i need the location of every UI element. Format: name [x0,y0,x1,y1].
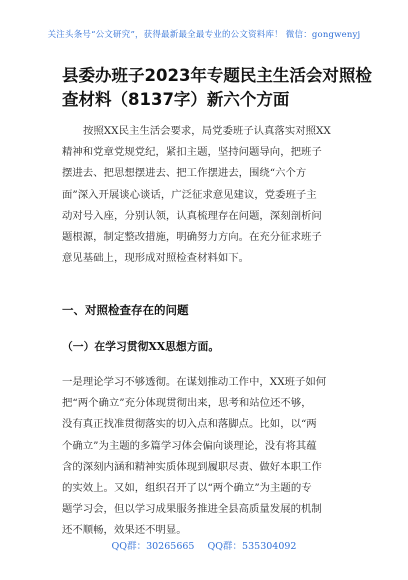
intro-line: 意见基础上，现形成对照检查材料如下。 [62,252,250,265]
body-line: 个确立”为主题的多篇学习体会偏向谈理论，没有将其蕴 [62,439,317,452]
intro-line: 面”深入开展谈心谈话，广泛征求意见建议，党委班子主 [62,188,317,201]
sub-heading: （一）在学习贯彻XX思想方面。 [62,340,220,353]
title-line: 县委办班子2023年专题民主生活会对照检 [62,66,372,85]
intro-line: 摆进去、把思想摆进去、把工作摆进去，围绕“六个方 [62,167,307,180]
qq-group-1: QQ群：30265665 [111,541,195,552]
intro-line: 动对号入座，分别认领，认真梳理存在问题，深刻剖析问 [62,209,322,222]
body-line: 没有真正找准贯彻落实的切入点和落脚点。比如，以“两 [62,418,317,431]
header-note: 关注头条号“公文研究”，获得最新最全最专业的公文资料库！ 微信：gongwenyj [47,30,361,40]
footer-contacts [0,538,408,552]
body-line: 题学习会，但以学习成果服务推进全县高质量发展的机制 [62,503,322,516]
document-title [62,64,372,112]
section-heading: 一、对照检查存在的问题 [62,303,189,317]
body-line: 还不顺畅，效果还不明显。 [62,524,187,537]
title-line: 查材料（8137字）新六个方面 [62,90,290,109]
intro-line: 题根源，制定整改措施，明确努力方向。在充分征求班子 [62,231,322,244]
intro-line: 精神和党章党规党纪，紧扣主题，坚持问题导向，把班子 [62,146,322,159]
qq-group-2: QQ群：535304092 [207,541,297,552]
body-line: 含的深刻内涵和精神实质体现到履职尽责、做好本职工作 [62,460,322,473]
body-line: 的实效上。又如，组织召开了以“两个确立”为主题的专 [62,482,312,495]
intro-line: 按照XX民主生活会要求，局党委班子认真落实对照XX [83,125,331,137]
body-line: 把“两个确立”充分体现贯彻出来，思考和站位还不够， [62,397,312,410]
body-line: 一是理论学习不够透彻。在谋划推动工作中，XX班子如何 [62,376,327,388]
intro-paragraph [62,121,352,269]
body-paragraph [62,372,352,542]
